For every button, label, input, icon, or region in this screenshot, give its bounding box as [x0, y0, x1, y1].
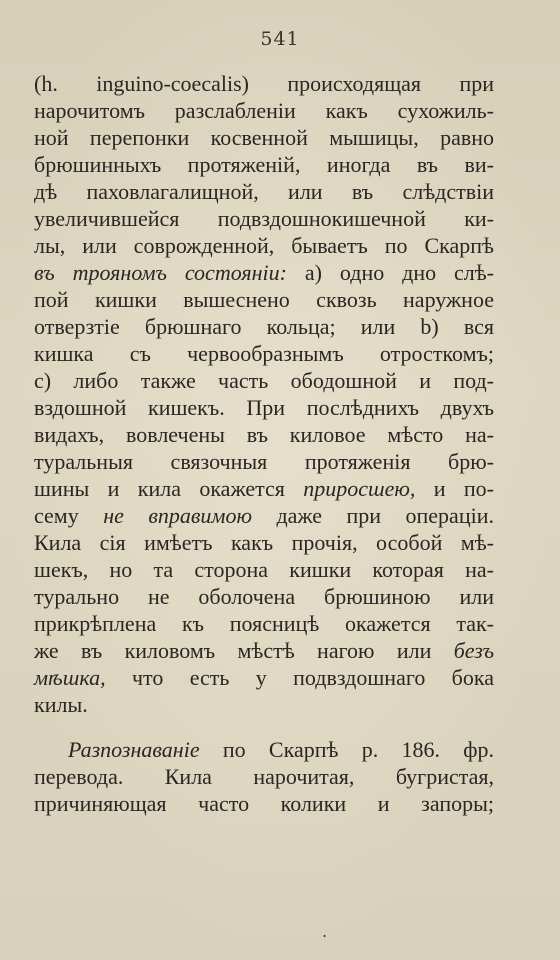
- text-line: [34, 286, 494, 313]
- italic-text: въ трояномъ состояніи:: [34, 260, 287, 285]
- text-segment: увеличившейся подвздошнокишечной ки-: [34, 206, 494, 231]
- text-line: [34, 205, 494, 232]
- text-segment: же въ киловомъ мѣстѣ нагою или: [34, 638, 454, 663]
- text-segment: видахъ, вовлечены въ киловое мѣсто на-: [34, 422, 494, 447]
- text-line: [34, 151, 494, 178]
- text-segment: и по-: [415, 476, 494, 501]
- text-line: [34, 394, 494, 421]
- text-line: [34, 448, 494, 475]
- text-segment: прикрѣплена къ поясницѣ окажется так-: [34, 611, 494, 636]
- text-segment: (h. inguino-coecalis) происходящая при: [34, 71, 494, 96]
- text-line: [34, 502, 494, 529]
- text-segment: перевода. Кила нарочитая, бугристая,: [34, 764, 494, 789]
- italic-text: безъ: [453, 638, 494, 663]
- text-segment: нарочитомъ разслабленіи какъ сухожиль-: [34, 98, 494, 123]
- page-number: 541: [260, 28, 300, 50]
- page-text: [34, 70, 494, 817]
- text-segment: Кила сія имѣетъ какъ прочія, особой мѣ-: [34, 530, 494, 555]
- italic-text: не вправимою: [103, 503, 252, 528]
- text-segment: лы, или соврожденной, бываетъ по Скарпѣ: [34, 233, 494, 258]
- text-line: [34, 610, 494, 637]
- text-line: [34, 736, 494, 763]
- italic-text: Разпознаваніе: [68, 737, 200, 762]
- text-segment: ной перепонки косвенной мышицы, равно: [34, 125, 494, 150]
- text-line: [34, 691, 494, 718]
- text-segment: дѣ паховлагалищной, или въ слѣдствіи: [34, 179, 494, 204]
- text-line: [34, 529, 494, 556]
- text-segment: брюшинныхъ протяженій, иногда въ ви-: [34, 152, 494, 177]
- text-segment: по Скарпѣ р. 186. фр.: [199, 737, 494, 762]
- text-segment: килы.: [34, 692, 88, 717]
- text-line: [34, 664, 494, 691]
- text-segment: a) одно дно слѣ-: [287, 260, 494, 285]
- text-line: [34, 259, 494, 286]
- text-line: [34, 232, 494, 259]
- text-segment: шины и кила окажется: [34, 476, 304, 501]
- text-segment: шекъ, но та сторона кишки которая на-: [34, 557, 494, 582]
- text-segment: вздошной кишекъ. При послѣднихъ двухъ: [34, 395, 494, 420]
- paragraph-1: [34, 70, 494, 718]
- text-line: [34, 97, 494, 124]
- paragraph-2: [34, 736, 494, 817]
- text-line: [34, 340, 494, 367]
- italic-text: приросшею,: [303, 476, 416, 501]
- text-line: [34, 637, 494, 664]
- text-line: [34, 763, 494, 790]
- text-segment: даже при операціи.: [251, 503, 494, 528]
- text-line: [34, 313, 494, 340]
- paragraph-gap: [34, 718, 494, 736]
- text-segment: туральныя связочныя протяженія брю-: [34, 449, 494, 474]
- text-segment: кишка съ червообразнымъ отросткомъ;: [34, 341, 494, 366]
- italic-text: мѣшка,: [34, 665, 106, 690]
- text-line: [34, 367, 494, 394]
- text-line: [34, 124, 494, 151]
- text-line: [34, 556, 494, 583]
- text-line: [34, 178, 494, 205]
- text-line: [34, 70, 494, 97]
- text-segment: отверзтіе брюшнаго кольца; или b) вся: [34, 314, 494, 339]
- text-segment: пой кишки вышеснено сквозь наружное: [34, 287, 494, 312]
- text-segment: что есть у подвздошнаго бока: [105, 665, 494, 690]
- text-line: [34, 583, 494, 610]
- text-segment: причиняющая часто колики и запоры;: [34, 791, 494, 816]
- footer-mark: .: [322, 922, 328, 941]
- text-line: [34, 475, 494, 502]
- text-segment: c) либо также часть ободошной и под-: [34, 368, 494, 393]
- text-segment: турально не оболочена брюшиною или: [34, 584, 494, 609]
- text-line: [34, 421, 494, 448]
- text-line: [34, 790, 494, 817]
- text-segment: сему: [34, 503, 104, 528]
